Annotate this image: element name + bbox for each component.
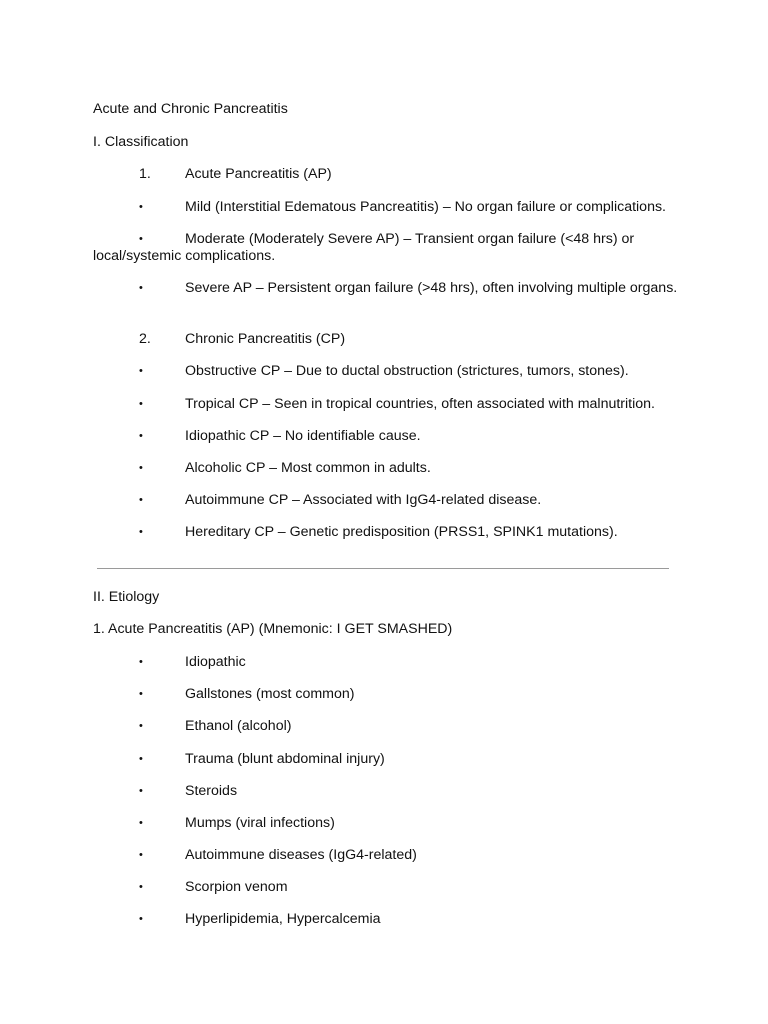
item-text: Mild (Interstitial Edematous Pancreatitis) – No organ failure or complications. xyxy=(185,199,667,215)
item-text: Autoimmune CP – Associated with IgG4-related disease. xyxy=(185,492,542,508)
item-text: Idiopathic CP – No identifiable cause. xyxy=(185,428,421,444)
list-item xyxy=(93,199,683,216)
section-divider xyxy=(97,568,669,569)
item-number: 2. xyxy=(139,331,151,347)
item-text: Autoimmune diseases (IgG4-related) xyxy=(185,847,417,863)
item-text: Obstructive CP – Due to ductal obstruction (strictures, tumors, stones). xyxy=(185,363,629,379)
bullet-icon: • xyxy=(139,817,143,829)
bullet-icon: • xyxy=(139,462,143,474)
item-text: Mumps (viral infections) xyxy=(185,815,335,831)
item-text: Scorpion venom xyxy=(185,879,288,895)
list-item xyxy=(93,231,683,265)
list-item xyxy=(93,718,683,735)
bullet-icon: • xyxy=(139,233,143,245)
bullet-icon: • xyxy=(139,282,143,294)
list-item xyxy=(93,847,683,864)
bullet-icon: • xyxy=(139,753,143,765)
item-text: Ethanol (alcohol) xyxy=(185,718,292,734)
list-item xyxy=(93,911,683,928)
item-text: Moderate (Moderately Severe AP) – Transient organ failure (<48 hrs) or local/systemic complications. xyxy=(93,231,635,264)
item-text: Idiopathic xyxy=(185,654,246,670)
numbered-item-chronic xyxy=(93,331,683,348)
bullet-icon: • xyxy=(139,849,143,861)
item-text: Hereditary CP – Genetic predisposition (PRSS1, SPINK1 mutations). xyxy=(185,524,618,540)
item-text: Acute Pancreatitis (AP) xyxy=(185,166,332,182)
section-heading-classification: I. Classification xyxy=(93,134,189,150)
item-text: Hyperlipidemia, Hypercalcemia xyxy=(185,911,381,927)
bullet-icon: • xyxy=(139,881,143,893)
bullet-icon: • xyxy=(139,526,143,538)
bullet-icon: • xyxy=(139,656,143,668)
bullet-icon: • xyxy=(139,785,143,797)
numbered-item-acute xyxy=(93,166,683,183)
item-text: Tropical CP – Seen in tropical countries, often associated with malnutrition. xyxy=(185,396,656,412)
document-title: Acute and Chronic Pancreatitis xyxy=(93,101,288,117)
bullet-icon: • xyxy=(139,913,143,925)
bullet-icon: • xyxy=(139,201,143,213)
bullet-icon: • xyxy=(139,688,143,700)
item-text: Steroids xyxy=(185,783,238,799)
list-item xyxy=(93,654,683,671)
bullet-icon: • xyxy=(139,365,143,377)
list-item xyxy=(93,815,683,832)
list-item xyxy=(93,428,683,445)
section-heading-etiology: II. Etiology xyxy=(93,589,160,605)
list-item xyxy=(93,524,683,541)
item-text: Severe AP – Persistent organ failure (>48 hrs), often involving multiple organs. xyxy=(185,280,678,296)
list-item xyxy=(93,686,683,703)
list-item xyxy=(93,396,683,413)
list-item xyxy=(93,783,683,800)
bullet-icon: • xyxy=(139,430,143,442)
item-text: Trauma (blunt abdominal injury) xyxy=(185,751,385,767)
item-number: 1. xyxy=(139,166,151,182)
bullet-icon: • xyxy=(139,494,143,506)
item-text: Gallstones (most common) xyxy=(185,686,355,702)
item-text: Chronic Pancreatitis (CP) xyxy=(185,331,346,347)
item-text: Alcoholic CP – Most common in adults. xyxy=(185,460,431,476)
list-item xyxy=(93,280,683,297)
bullet-icon: • xyxy=(139,720,143,732)
list-item xyxy=(93,751,683,768)
subsection-heading-ap-mnemonic: 1. Acute Pancreatitis (AP) (Mnemonic: I GET SMASHED) xyxy=(93,621,453,637)
list-item xyxy=(93,363,683,380)
list-item xyxy=(93,492,683,509)
bullet-icon: • xyxy=(139,398,143,410)
list-item xyxy=(93,879,683,896)
list-item xyxy=(93,460,683,477)
